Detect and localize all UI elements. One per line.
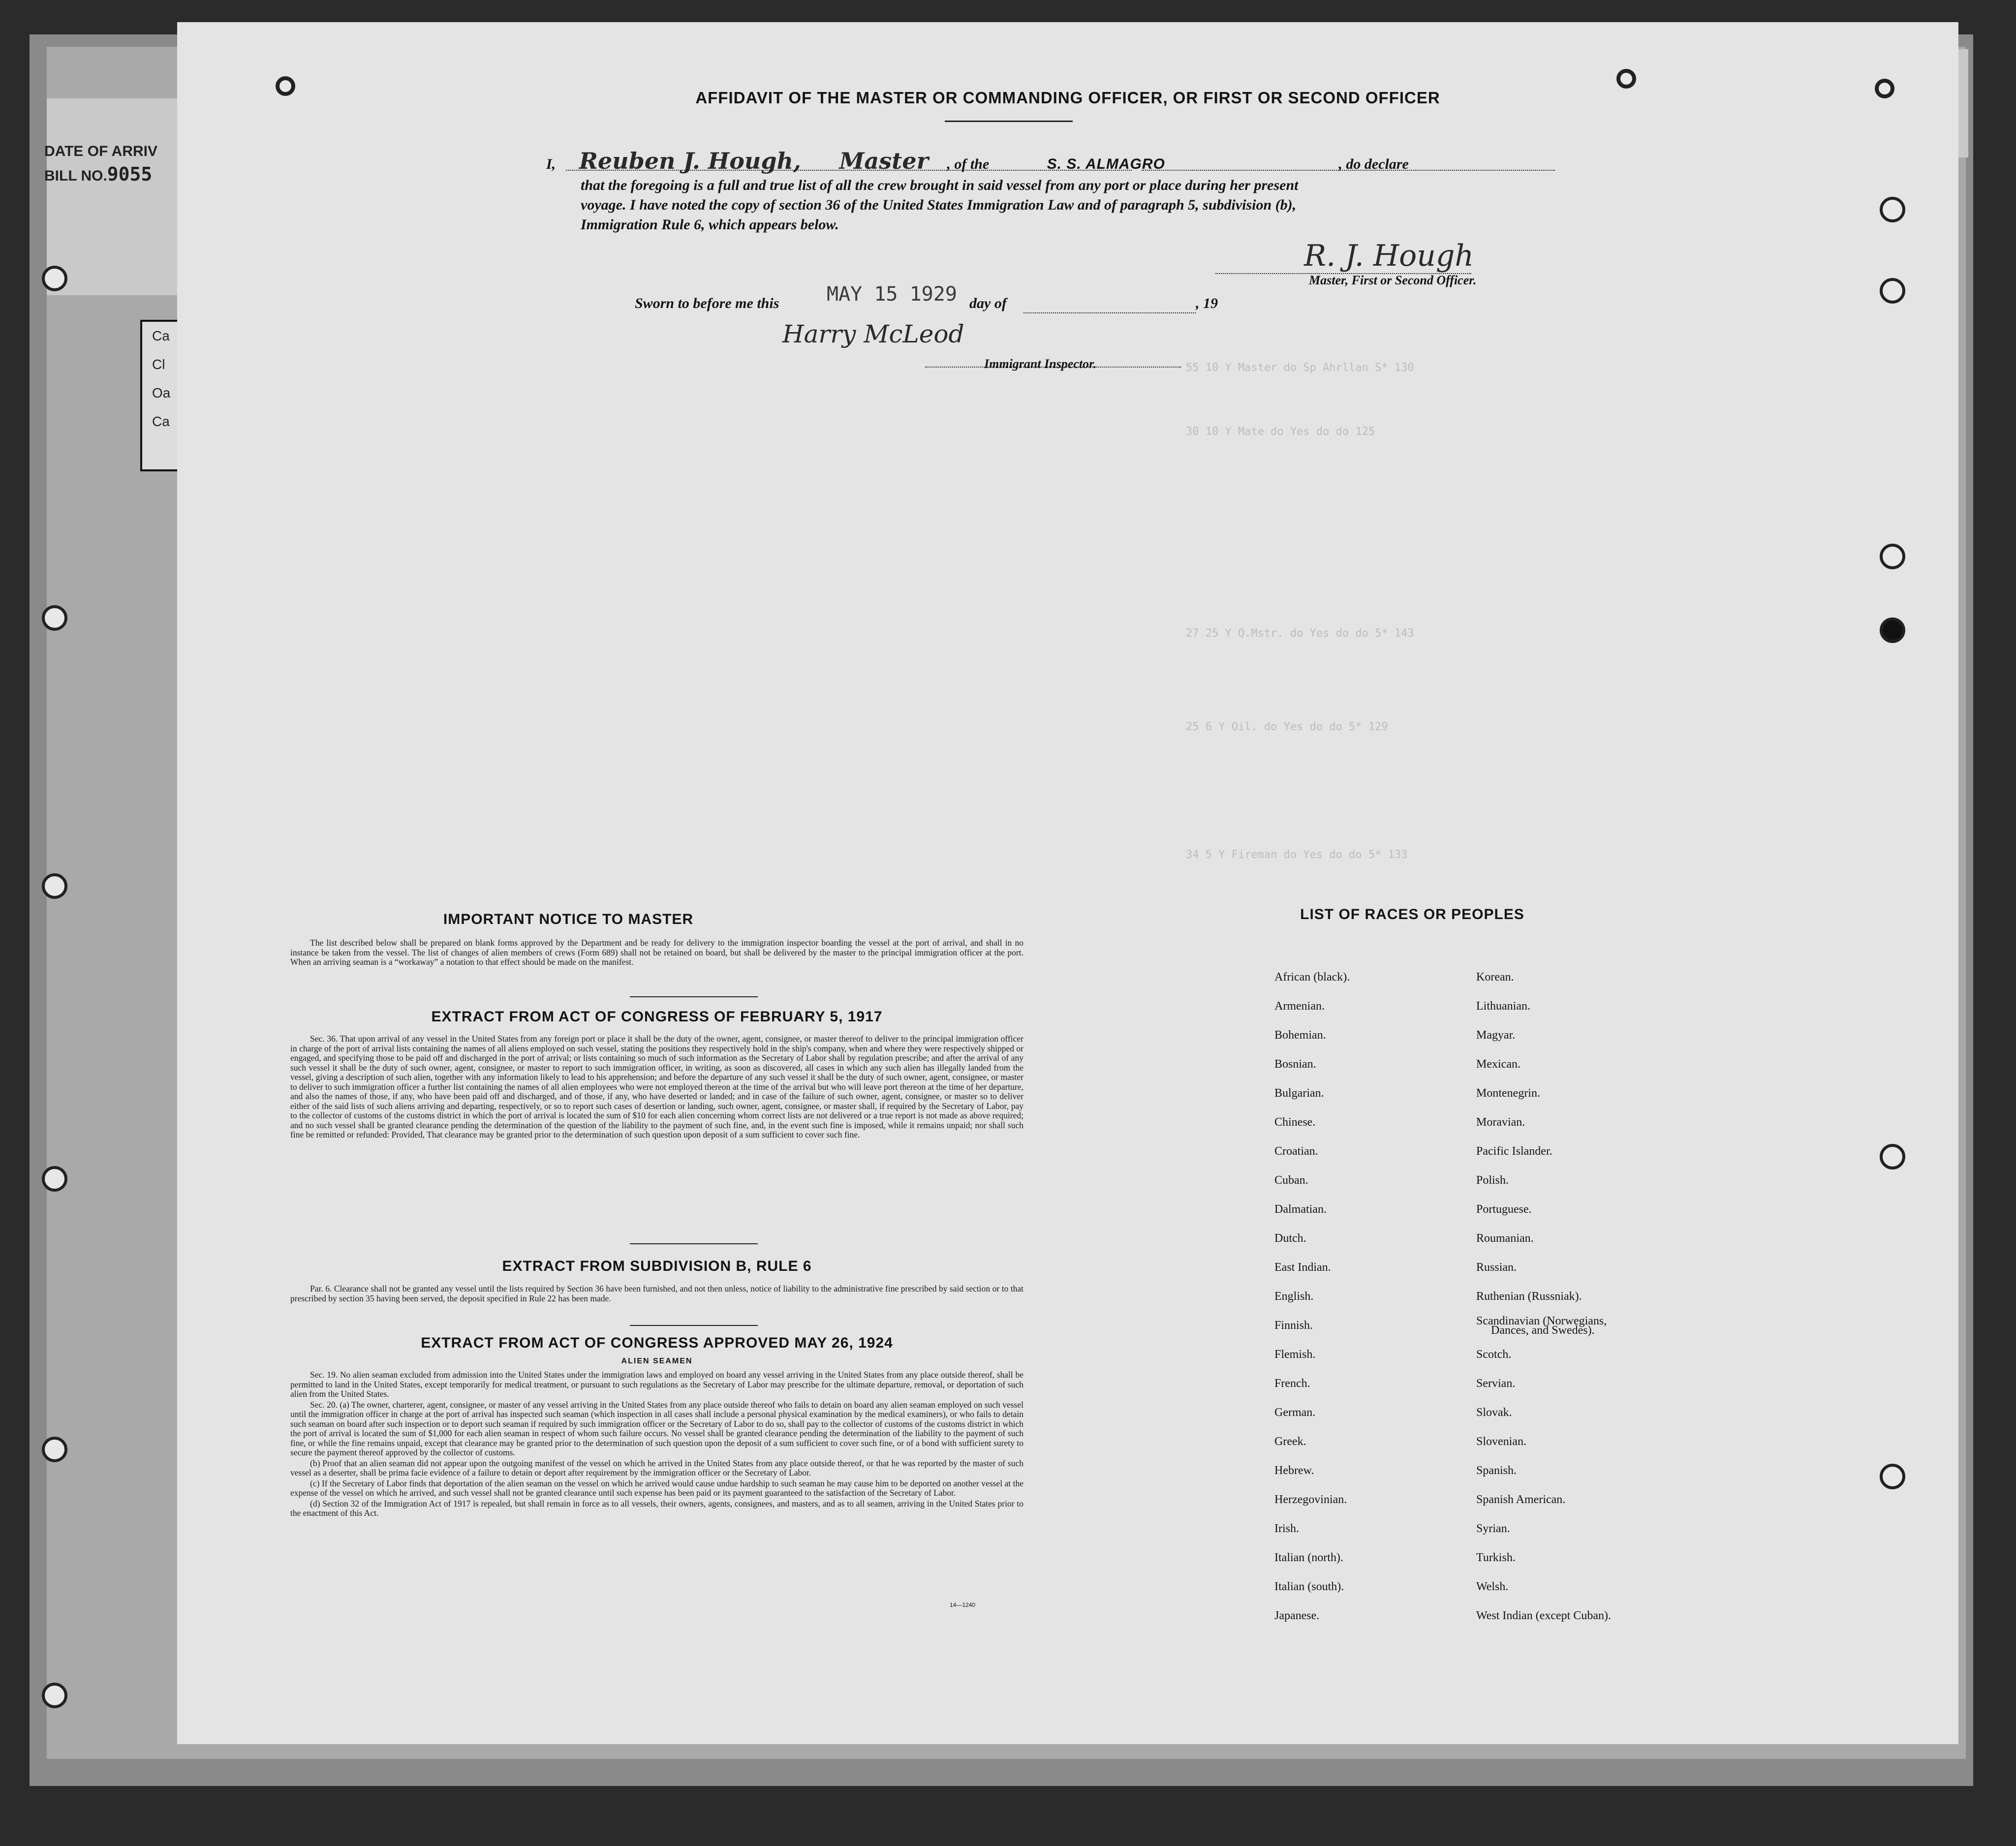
race-item: Syrian. — [1476, 1522, 1510, 1535]
punch-hole — [1880, 544, 1905, 569]
bill-no-label: BILL NO. — [44, 168, 107, 184]
bleed-through-mark: 55 10 Y Master do Sp Ahrllan S* 130 — [1186, 362, 1414, 374]
race-item: East Indian. — [1274, 1261, 1331, 1274]
stamp-line: Ca — [152, 328, 170, 343]
divider — [945, 121, 1073, 122]
race-item: Bulgarian. — [1274, 1087, 1324, 1100]
race-item: Italian (north). — [1274, 1551, 1343, 1564]
race-item: Chinese. — [1274, 1116, 1316, 1129]
race-item: Mexican. — [1476, 1058, 1520, 1071]
master-signature: R. J. Hough — [1304, 239, 1474, 273]
race-item: English. — [1274, 1290, 1314, 1303]
races-right-column — [1476, 963, 1611, 1631]
blank-line — [1024, 312, 1196, 313]
extract-1924-paragraph: Sec. 19. No alien seaman excluded from admission into the United States under the immigration laws and employed on board any vessel arriving in the United States from any place outside thereof, shall be permitted to land in the United States, except temporarily for medical treatment, or pursuant to such regulations as the Secretary of Labor may prescribe for the ultimate departure, removal, or deportation of such alien from the United States. — [290, 1370, 1024, 1399]
race-item: Welsh. — [1476, 1580, 1509, 1593]
extract-1917-body: Sec. 36. That upon arrival of any vessel in the United States from any foreign port or place it shall be the duty of the owner, agent, consignee, or master thereof to deliver to the principal immigration officer in charge of the port of arrival lists containing the names of all aliens employed on such vessel, stating the positions they respectively hold in the ship's company, when and where they were respectively shipped or engaged, and specifying those to be paid off and discharged in the port of arrival; or lists containing so much of such information as the Secretary of Labor shall by regulation prescribe; and after the arrival of any such vessel it shall be the duty of such owner, agent, consignee, or master to report to such immigration officer, in writing, as soon as discovered, all cases in which any such alien has illegally landed from the vessel, giving a description of such alien, together with any information likely to lead to his apprehension; and before the departure of any such vessel it shall be the duty of such owner, agent, consignee, or master to deliver to such immigration officer a further list containing the names of all alien employees who were not employed thereon at the time of the arrival but who will leave port thereon at the time of her departure, and also the names of those, if any, who have been paid off and discharged, and of those, if any, who have deserted or landed; and in case of the failure of such owner, agent, consignee, or master so to deliver either of the said lists of such aliens arriving and departing, respectively, or so to report such cases of desertion or landing, such owner, agent, consignee, or master shall, if required by the Secretary of Labor, pay to the collector of customs of the customs district in which the port of arrival is located the sum of $10 for each alien concerning whom correct lists are not delivered or a true report is not made as above required; and no such vessel shall be granted clearance pending the determination of the question of the liability to the payment of such fine, and, in the event such fine is imposed, while it remains unpaid; nor shall such fine be remitted or refunded: Provided, That clearance may be granted prior to the determination of such question upon deposit of a sum sufficient to cover such fine. — [290, 1034, 1024, 1139]
bleed-through-mark: 27 25 Y Q.Mstr. do Yes do do 5* 143 — [1186, 627, 1414, 640]
race-item: Armenian. — [1274, 1000, 1325, 1013]
race-item: Slovak. — [1476, 1406, 1512, 1419]
race-item: Dances, and Swedes). — [1491, 1324, 1595, 1337]
sworn-prefix: Sworn to before me this — [635, 295, 779, 311]
manifest-page — [177, 22, 1958, 1744]
affidavit-line-2: that the foregoing is a full and true list of all the crew brought in said vessel from any port or place during her present — [581, 177, 1299, 193]
race-item: Bohemian. — [1274, 1029, 1326, 1042]
bill-number: 9055 — [107, 163, 153, 185]
extract-1924-paragraph: (d) Section 32 of the Immigration Act of 1917 is repealed, but shall remain in force as to all vessels, their owners, agents, consignees, and masters, and as to all seamen, arriving in the United States prior to the enactment of this Act. — [290, 1498, 1024, 1518]
race-item: Polish. — [1476, 1174, 1509, 1187]
race-item: Flemish. — [1274, 1348, 1316, 1361]
race-item: Pacific Islander. — [1476, 1145, 1552, 1158]
punch-hole — [42, 1683, 67, 1708]
ship-name: S. S. ALMAGRO — [1047, 156, 1165, 172]
punch-hole — [1880, 617, 1905, 643]
race-item: Scandinavian (Norwegians, — [1476, 1315, 1607, 1327]
race-item: Irish. — [1274, 1522, 1299, 1535]
race-item: Montenegrin. — [1476, 1087, 1540, 1100]
inspector-caption: Immigrant Inspector. — [984, 357, 1097, 371]
race-item: Japanese. — [1274, 1609, 1320, 1622]
punch-hole — [42, 1166, 67, 1192]
race-item: Finnish. — [1274, 1319, 1313, 1332]
race-item: Greek. — [1274, 1435, 1306, 1448]
race-item: Bosnian. — [1274, 1058, 1316, 1071]
divider — [630, 996, 758, 997]
extract-1924-paragraph: (b) Proof that an alien seaman did not appear upon the outgoing manifest of the vessel on which he arrived in the United States from any place outside thereof, or that he was reported by the master of such vessel as a deserter, shall be prima facie evidence of a failure to detain or deport after requirement by the immigration officer or the Secretary of Labor. — [290, 1458, 1024, 1477]
race-item: Slovenian. — [1476, 1435, 1526, 1448]
punch-hole — [1616, 69, 1636, 89]
form-number: 14—1240 — [950, 1601, 976, 1608]
notice-body: The list described below shall be prepared on blank forms approved by the Department and be ready for delivery to the immigration inspector boarding the vessel at the port of arrival, and shall in no instance be taken from the vessel. The list of changes of alien members of crews (Form 689) shall not be retained on board, but shall be delivered by the master to the principal immigration officer at the port. When an arriving seaman is a “workaway” a notation to that effect should be made on the manifest. — [290, 938, 1024, 967]
affidavit-line-4: Immigration Rule 6, which appears below. — [581, 216, 839, 233]
punch-hole — [42, 1437, 67, 1462]
race-item: French. — [1274, 1377, 1310, 1390]
do-declare-text: , do declare — [1338, 156, 1409, 172]
race-item: Spanish. — [1476, 1464, 1517, 1477]
race-item: Servian. — [1476, 1377, 1516, 1390]
race-item: Magyar. — [1476, 1029, 1516, 1042]
race-item: Scotch. — [1476, 1348, 1512, 1361]
extract-1924-paragraph: Sec. 20. (a) The owner, charterer, agent, consignee, or master of any vessel arriving in the United States from any place outside thereof who fails to detain on board any alien seaman employed on such vessel until the immigration officer in charge at the port of arrival has inspected such seaman (which inspection in all cases shall include a personal physical examination by the medical examiners), or who fails to detain such seaman on board after such inspection or to deport such seaman if required by such immigration officer or the Secretary of Labor to do so, shall pay to the collector of customs of the customs district in which the port of arrival is located the sum of $1,000 for each alien seaman in respect of whom such failure occurs. No vessel shall be granted clearance pending the determination of the liability to the payment of such fine, or while the fine remains unpaid, except that clearance may be granted prior to the determination of such question upon the deposit of a sum sufficient to cover such fine, or of a bond with sufficient surety to secure the payment thereof approved by the collector of customs. — [290, 1399, 1024, 1457]
date-of-arrival-label: DATE OF ARRIV — [44, 143, 157, 159]
race-item: Dutch. — [1274, 1232, 1306, 1245]
extract-1917-title: EXTRACT FROM ACT OF CONGRESS OF FEBRUARY 5, 1917 — [431, 1009, 883, 1025]
divider — [630, 1325, 758, 1326]
punch-hole — [1880, 1144, 1905, 1169]
bleed-through-mark: 34 5 Y Fireman do Yes do do 5* 133 — [1186, 849, 1408, 861]
bleed-through-mark: 25 6 Y Oil. do Yes do do 5* 129 — [1186, 721, 1388, 733]
race-item: Turkish. — [1476, 1551, 1516, 1564]
punch-hole — [1880, 1464, 1905, 1489]
punch-hole — [1880, 197, 1905, 222]
stamp-line: Ca — [152, 414, 170, 429]
date-stamp: MAY 15 1929 — [827, 283, 957, 306]
extract-rule6-title: EXTRACT FROM SUBDIVISION B, RULE 6 — [502, 1258, 812, 1274]
race-item: Portuguese. — [1476, 1203, 1532, 1216]
race-item: Cuban. — [1274, 1174, 1308, 1187]
extract-rule6-body: Par. 6. Clearance shall not be granted any vessel until the lists required by Section 36 have been furnished, and not then unless, notice of liability to the administrative fine prescribed by said section or to that prescribed by section 35 having been served, the deposit specified in Rule 22 has been made. — [290, 1284, 1024, 1303]
race-item: West Indian (except Cuban). — [1476, 1609, 1611, 1622]
sworn-day-of: day of — [969, 295, 1007, 311]
race-item: Russian. — [1476, 1261, 1517, 1274]
blank-line — [566, 170, 1132, 171]
race-item: Croatian. — [1274, 1145, 1318, 1158]
affidavit-title: AFFIDAVIT OF THE MASTER OR COMMANDING OFFICER, OR FIRST OR SECOND OFFICER — [695, 89, 1440, 107]
race-item: Korean. — [1476, 971, 1514, 984]
race-item: Lithuanian. — [1476, 1000, 1530, 1013]
inspector-signature: Harry McLeod — [782, 320, 964, 348]
extract-1924-body — [290, 1370, 1024, 1518]
master-rank-handwriting: Master — [839, 148, 929, 174]
extract-1924-paragraph: (c) If the Secretary of Labor finds that deportation of the alien seaman on the vessel on which he arrived would cause undue hardship to such seaman he may cause him to be deported on another vessel at the expense of the vessel on which he arrived, and such vessel shall not be granted clearance until such expense has been paid or its payment guaranteed to the satisfaction of the Secretary of Labor. — [290, 1478, 1024, 1498]
divider — [630, 1243, 758, 1244]
side-sheet-labels — [44, 140, 157, 187]
declarant-prefix: I, — [546, 156, 556, 172]
race-item: Hebrew. — [1274, 1464, 1314, 1477]
race-item: Moravian. — [1476, 1116, 1525, 1129]
blank-line — [1142, 170, 1555, 171]
races-title: LIST OF RACES OR PEOPLES — [1300, 906, 1524, 923]
race-item: Roumanian. — [1476, 1232, 1534, 1245]
signature-caption: Master, First or Second Officer. — [1309, 273, 1477, 287]
sworn-year: , 19 — [1196, 295, 1218, 311]
punch-hole — [1880, 278, 1905, 304]
stamp-line: Oa — [152, 385, 171, 400]
alien-seamen-subtitle: ALIEN SEAMEN — [621, 1357, 693, 1365]
race-item: Ruthenian (Russniak). — [1476, 1290, 1582, 1303]
punch-hole — [42, 873, 67, 899]
race-item: African (black). — [1274, 971, 1350, 984]
stamp-line: Cl — [152, 357, 165, 372]
bleed-through-mark: 30 10 Y Mate do Yes do do 125 — [1186, 426, 1375, 438]
notice-title: IMPORTANT NOTICE TO MASTER — [443, 911, 694, 927]
race-item: Italian (south). — [1274, 1580, 1344, 1593]
races-left-column — [1274, 963, 1350, 1631]
race-item: German. — [1274, 1406, 1316, 1419]
race-item: Spanish American. — [1476, 1493, 1566, 1506]
race-item: Herzegovinian. — [1274, 1493, 1347, 1506]
master-name-handwriting: Reuben J. Hough, — [579, 148, 801, 174]
affidavit-line-3: voyage. I have noted the copy of section 36 of the United States Immigration Law and of paragraph 5, subdivision (b), — [581, 197, 1297, 213]
of-the-text: , of the — [947, 156, 990, 172]
race-item: Dalmatian. — [1274, 1203, 1327, 1216]
punch-hole — [42, 605, 67, 631]
extract-1924-title: EXTRACT FROM ACT OF CONGRESS APPROVED MAY 26, 1924 — [421, 1335, 893, 1351]
punch-hole — [42, 266, 67, 291]
